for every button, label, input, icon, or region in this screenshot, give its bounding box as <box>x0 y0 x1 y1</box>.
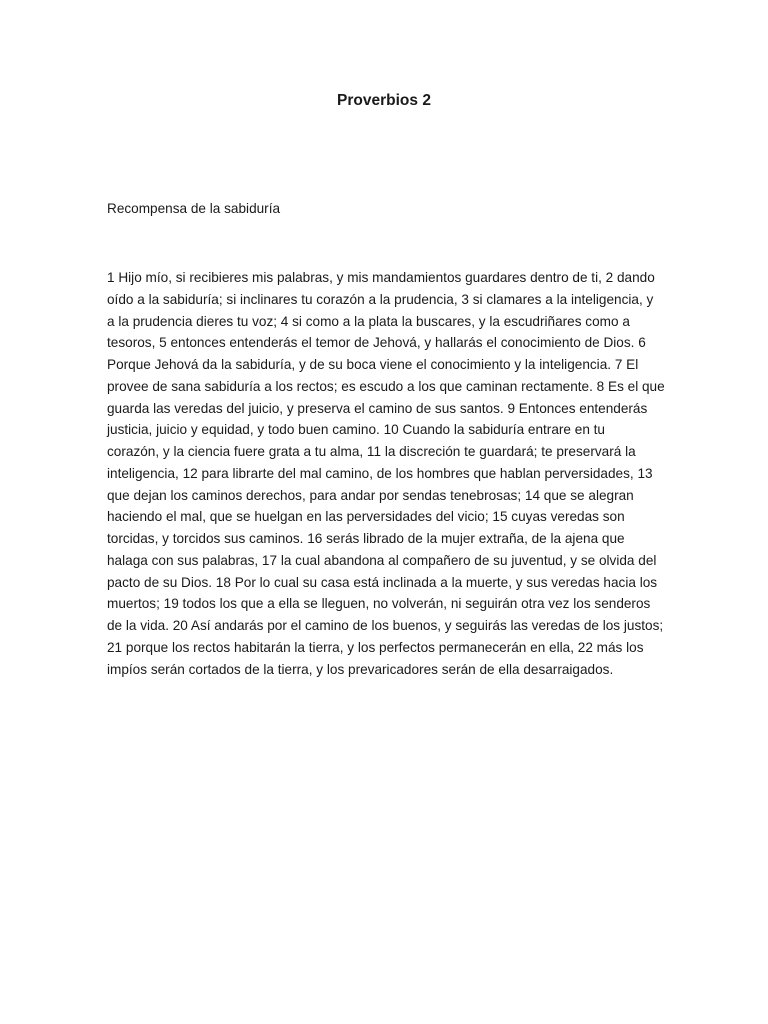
body-paragraph <box>107 267 665 680</box>
body-line: de la vida. 20 Así andarás por el camino de los buenos, y seguirás las veredas de los justos; <box>107 618 664 633</box>
body-line: tesoros, 5 entonces entenderás el temor de Jehová, y hallarás el conocimiento de Dios. 6 <box>107 335 646 351</box>
body-line: provee de sana sabiduría a los rectos; es escudo a los que caminan rectamente. 8 Es el que <box>107 378 665 394</box>
body-line: impíos serán cortados de la tierra, y los prevaricadores serán de ella desarraigados. <box>107 661 614 677</box>
body-line: inteligencia, 12 para librarte del mal camino, de los hombres que hablan perversidades, 13 <box>107 465 653 481</box>
body-line: justicia, juicio y equidad, y todo buen camino. 10 Cuando la sabiduría entrare en tu <box>107 422 605 438</box>
body-line: guarda las veredas del juicio, y preserva el camino de sus santos. 9 Entonces entenderás <box>107 400 648 416</box>
body-line: que dejan los caminos derechos, para andar por sendas tenebrosas; 14 que se alegran <box>107 487 634 503</box>
body-line: a la prudencia dieres tu voz; 4 si como a la plata la buscares, y la escudriñares como a <box>107 313 630 329</box>
body-line: 1 Hijo mío, si recibieres mis palabras, y mis mandamientos guardares dentro de ti, 2 dando <box>107 270 655 285</box>
body-line: oído a la sabiduría; si inclinares tu corazón a la prudencia, 3 si clamares a la inteligencia, y <box>107 291 654 307</box>
body-line: torcidas, y torcidos sus caminos. 16 serás librado de la mujer extraña, de la ajena que <box>107 531 625 546</box>
body-line: haciendo el mal, que se huelgan en las perversidades del vicio; 15 cuyas veredas son <box>107 509 625 525</box>
body-line: corazón, y la ciencia fuere grata a tu alma, 11 la discreción te guardará; te preservará la <box>107 444 636 459</box>
section-heading: Recompensa de la sabiduría <box>107 201 281 216</box>
body-line: halaga con sus palabras, 17 la cual abandona al compañero de su juventud, y se olvida del <box>107 552 657 568</box>
body-line: 21 porque los rectos habitarán la tierra, y los perfectos permanecerán en ella, 22 más los <box>107 639 644 655</box>
body-line: Porque Jehová da la sabiduría, y de su boca viene el conocimiento y la inteligencia. 7 El <box>107 357 639 372</box>
body-line: muertos; 19 todos los que a ella se lleguen, no volverán, ni seguirán otra vez los senderos <box>107 596 651 612</box>
page-title: Proverbios 2 <box>337 92 431 109</box>
body-line: pacto de su Dios. 18 Por lo cual su casa está inclinada a la muerte, y sus veredas hacia los <box>107 574 658 590</box>
